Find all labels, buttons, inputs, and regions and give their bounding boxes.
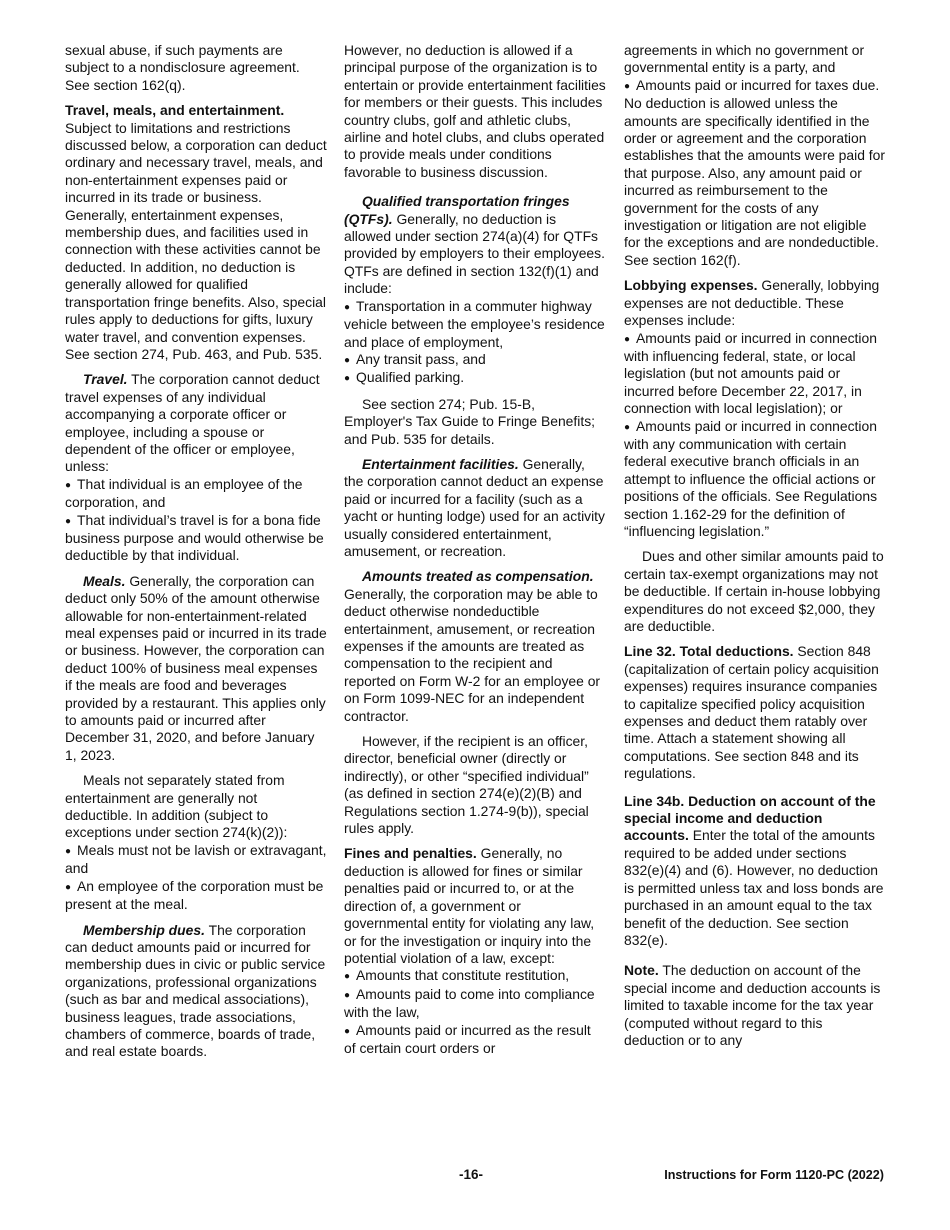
paragraph-text: The deduction on account of the special income and deduction accounts is limited to taxable income for the tax year (computed without regard to this deduction or to any <box>624 962 881 1048</box>
bullet-icon: ● <box>65 479 72 491</box>
paragraph <box>624 277 886 329</box>
section-heading: Fines and penalties. <box>344 845 477 862</box>
paragraph: See section 274; Pub. 15-B, Employer's Tax Guide to Fringe Benefits; and Pub. 535 for details. <box>344 395 596 447</box>
paragraph-text: Generally, no deduction is allowed under section 274(a)(4) for QTFs provided by employers to their employees. QTFs are defined in section 132(f)(1) and include: <box>344 210 605 297</box>
subsection-heading: Meals. <box>83 572 126 589</box>
paragraph <box>624 962 886 1049</box>
fines-continued-section <box>624 42 886 269</box>
bullet-icon: ● <box>624 333 631 345</box>
paragraph <box>344 193 606 297</box>
list-item: ● That individual’s travel is for a bona fide business purpose and would otherwise be deductible by that individual. <box>65 511 324 564</box>
list-item: ● Amounts paid or incurred in connection with any communication with certain federal executive branch officials in an attempt to influence the official actions or positions of the officials. See Regulations section 1.162-29 for the definition of “influencing legislation.” <box>624 417 878 539</box>
section-heading: Lobbying expenses. <box>624 277 758 294</box>
paragraph: sexual abuse, if such payments are subject to a nondisclosure agreement. See section 162(q). <box>65 42 300 93</box>
bullet-icon: ● <box>65 881 72 893</box>
fines-section <box>344 845 606 1057</box>
list-item: ● Amounts paid or incurred for taxes due. No deduction is allowed unless the amounts are specifically identified in the order or agreement and the corporation establishes that the amounts were paid for that purpose. Also, any amount paid or incurred as reimbursement to the government for the costs of any investigation or litigation are not eligible for the exceptions and are nondeductible. See section 162(f). <box>624 76 885 268</box>
paragraph <box>344 456 606 560</box>
bullet-icon: ● <box>65 515 72 527</box>
subsection-heading: Amounts treated as compensation. <box>362 568 594 585</box>
bullet-icon: ● <box>344 1025 351 1037</box>
note-label: Note. <box>624 962 659 979</box>
subsection-heading: Travel. <box>83 371 128 388</box>
bullet-icon: ● <box>344 373 351 385</box>
column-3 <box>624 42 886 1057</box>
subsection-heading: Qualified transportation fringes (QTFs). <box>344 193 570 227</box>
paragraph <box>65 102 327 363</box>
paragraph <box>65 573 327 764</box>
list-item: ● Meals must not be lavish or extravagant, and <box>65 841 327 877</box>
list-item: ● An employee of the corporation must be present at the meal. <box>65 877 324 913</box>
list-item: ● Any transit pass, and <box>344 350 486 367</box>
list-item: ● Transportation in a commuter highway vehicle between the employee’s residence and place of employment, <box>344 297 605 350</box>
bullet-icon: ● <box>344 989 351 1001</box>
travel-section <box>65 371 327 564</box>
page-number: -16- <box>459 1167 484 1182</box>
paragraph-text: The corporation cannot deduct travel expenses of any individual accompanying a corporate officer or employee, including a spouse or dependent of the officer or employee, unless: <box>65 371 320 475</box>
paragraph-text: Generally, the corporation cannot deduct an expense paid or incurred for a facility (such as a yacht or hunting lodge) used for an activity usually considered entertainment, amusement, or recreation. <box>344 455 605 559</box>
paragraph <box>65 922 327 1061</box>
paragraph <box>624 793 886 950</box>
paragraph-text: Enter the total of the amounts required to be added under sections 832(e)(4) and (6). However, no deduction is permitted unless tax and loss bonds are purchased in an amount equal to the tax benefit of the deduction. See section 832(e). <box>624 827 884 948</box>
paragraph-text: Section 848 (capitalization of certain policy acquisition expenses) requires insurance companies to capitalize specified policy acquisition expenses and deduct them ratably over time. Attach a statement showing all computations. See section 848 and its regulations. <box>624 643 879 782</box>
bullet-icon: ● <box>65 845 72 857</box>
column-2 <box>344 42 606 1065</box>
paragraph-text: Subject to limitations and restrictions discussed below, a corporation can deduct ordinary and necessary travel, meals, and non-entertainment expenses paid or incurred in its trade or business. Generally, entertainment expenses, membership dues, and facilities used in connection with these activities cannot be deducted. In addition, no deduction is generally allowed for qualified transportation fringe benefits. Also, special rules apply to deductions for gifts, luxury water travel, and convention expenses. See section 274, Pub. 463, and Pub. 535. <box>65 119 327 362</box>
paragraph: Meals not separately stated from entertainment are generally not deductible. In addition (subject to exceptions under section 274(k)(2)): <box>65 772 288 841</box>
list-item: ● Amounts paid to come into compliance with the law, <box>344 985 595 1021</box>
paragraph <box>344 568 606 725</box>
section-heading: Line 34b. Deduction on account of the special income and deduction accounts. <box>624 792 876 844</box>
bullet-icon: ● <box>344 354 351 366</box>
paragraph-text: Generally, no deduction is allowed for fines or similar penalties paid or incurred to, or at the direction of, a government or governmental entity for violating any law, or for the investigation or inquiry into the potential violation of a law, except: <box>344 845 595 966</box>
list-item: ● Qualified parking. <box>344 369 465 386</box>
column-1 <box>65 42 327 1069</box>
paragraph <box>624 643 886 782</box>
paragraph-text: The corporation can deduct amounts paid or incurred for membership dues in civic or public service organizations, professional organizations (such as bar and medical associations), business leagues, trade associations, chambers of commerce, boards of trade, and real estate boards. <box>65 921 326 1060</box>
list-item: ● Amounts paid or incurred as the result of certain court orders or <box>344 1021 591 1056</box>
paragraph-text: Generally, the corporation can deduct only 50% of the amount otherwise allowable for non-entertainment-related meal expenses paid or incurred in its trade or business. However, the corporation can deduct 100% of business meal expenses if the meals are food and beverages provided by a restaurant. This applies only to amounts paid or incurred after December 31, 2020, and before January 1, 2023. <box>65 572 327 763</box>
bullet-icon: ● <box>344 971 351 983</box>
document-title: Instructions for Form 1120-PC (2022) <box>664 1168 884 1182</box>
list-item: ● Amounts that constitute restitution, <box>344 967 570 984</box>
subsection-heading: Membership dues. <box>83 921 205 938</box>
section-heading: Line 32. Total deductions. <box>624 643 794 660</box>
bullet-icon: ● <box>624 80 631 92</box>
qtf-section <box>344 193 606 387</box>
lobbying-section <box>624 277 886 540</box>
paragraph-text: Generally, the corporation may be able to deduct otherwise nondeductible entertainment, amusement, or recreation expenses if the amounts are treated as compensation to the recipient and reported on Form W-2 for an employee or on Form 1099-NEC for an independent contractor. <box>344 585 601 724</box>
paragraph: Dues and other similar amounts paid to certain tax-exempt organizations may not be deductible. If certain in-house lobbying expenditures do not exceed $2,000, they are deductible. <box>624 548 884 634</box>
section-heading: Travel, meals, and entertainment. <box>65 102 285 119</box>
paragraph <box>65 371 327 475</box>
paragraph-text: Generally, lobbying expenses are not deductible. These expenses include: <box>624 277 880 329</box>
paragraph <box>344 845 606 967</box>
list-item: ● Amounts paid or incurred in connection with influencing federal, state, or local legislation (but not amounts paid or incurred before December 22, 2017, in connection with local legislation); or <box>624 329 877 417</box>
list-item: ● That individual is an employee of the corporation, and <box>65 475 303 511</box>
bullet-icon: ● <box>624 421 631 433</box>
paragraph: However, no deduction is allowed if a principal purpose of the organization is to entertain or provide entertainment facilities for members or their guests. This includes country clubs, golf and athletic clubs, airline and hotel clubs, and clubs operated to provide meals under conditions favorable to business discussion. <box>344 42 606 180</box>
paragraph: agreements in which no government or governmental entity is a party, and <box>624 42 865 76</box>
meals-list-section <box>65 772 327 913</box>
bullet-icon: ● <box>344 301 351 313</box>
paragraph: However, if the recipient is an officer, director, beneficial owner (directly or indirectly), or other “specified individual” (as defined in section 274(e)(2)(B) and Regulations section 1.274-9(b)), special rules apply. <box>344 733 589 837</box>
subsection-heading: Entertainment facilities. <box>362 455 519 472</box>
